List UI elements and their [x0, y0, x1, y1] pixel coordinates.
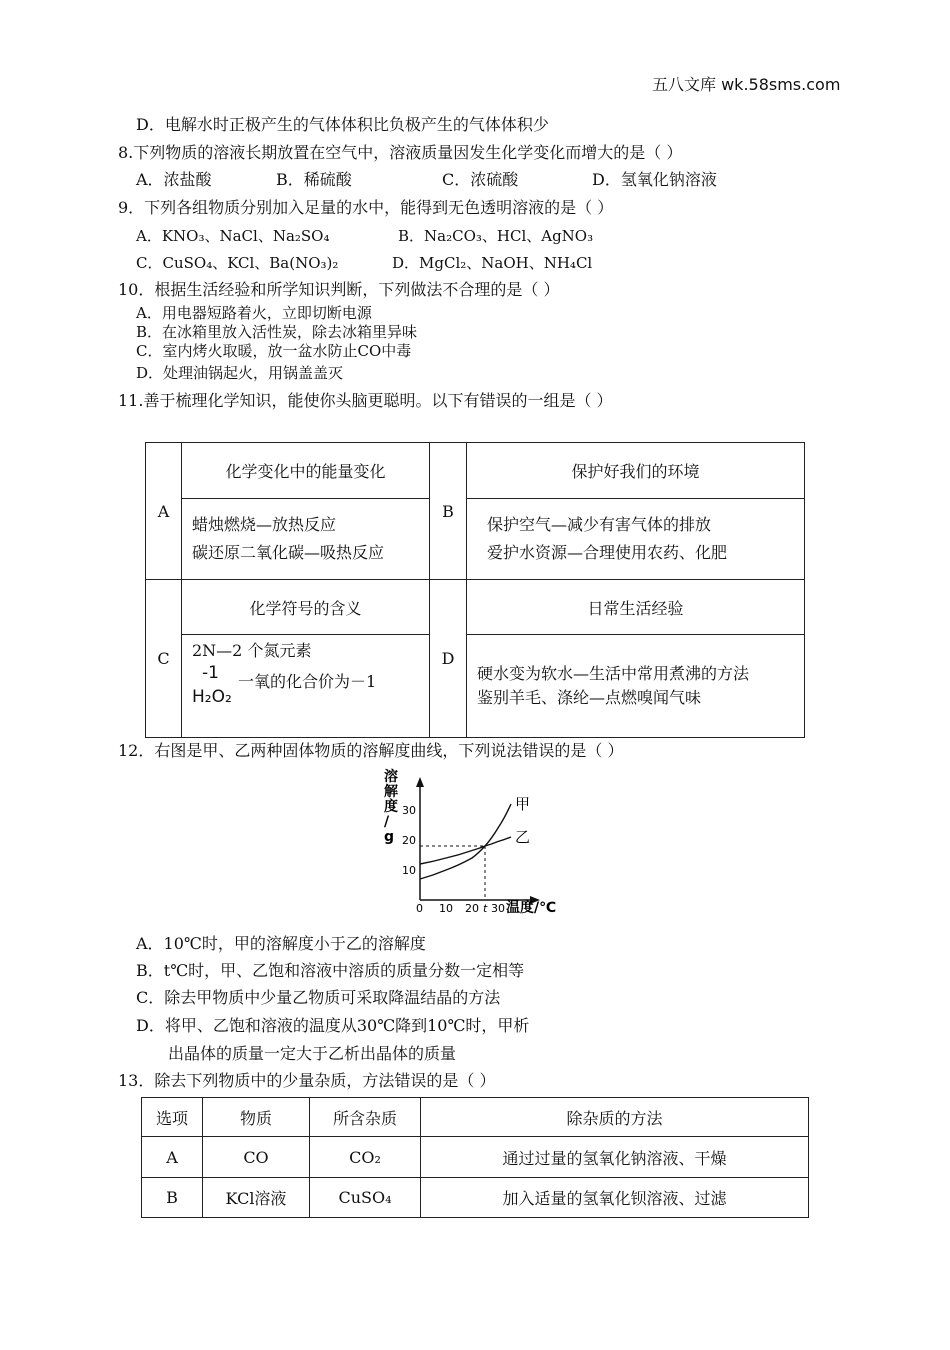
- formula-charge: -1: [202, 663, 219, 683]
- q11-group-a-line-1: 蜡烛燃烧—放热反应: [192, 515, 337, 534]
- y-tick-label: 30: [402, 804, 416, 817]
- q12-stem: 12．右图是甲、乙两种固体物质的溶解度曲线，下列说法错误的是（ ）: [118, 741, 624, 760]
- q10-option-b: B．在冰箱里放入活性炭，除去冰箱里异味: [136, 323, 418, 341]
- q11-group-d-line-2: 鉴别羊毛、涤纶—点燃嗅闻气味: [477, 688, 702, 707]
- q9-option-d: D．MgCl₂、NaOH、NH₄Cl: [392, 254, 593, 272]
- series-jia-label: 甲: [515, 795, 531, 813]
- q13-row-b-substance: KCl溶液: [203, 1178, 310, 1218]
- q11-group-a-title: 化学变化中的能量变化: [182, 443, 430, 499]
- q11-group-b-letter: B: [430, 443, 467, 580]
- q12-option-d-continued: 出晶体的质量一定大于乙析出晶体的质量: [168, 1044, 457, 1063]
- table-row: [142, 1137, 809, 1178]
- q11-group-d-line-1: 硬水变为软水—生活中常用煮沸的方法: [477, 664, 750, 683]
- q11-group-b-line-1: 保护空气—减少有害气体的排放: [487, 515, 712, 534]
- x-axis-label: 温度/℃: [506, 900, 557, 915]
- solubility-chart: [378, 765, 578, 915]
- q13-stem: 13．除去下列物质中的少量杂质，方法错误的是（ ）: [118, 1071, 496, 1090]
- q10-option-c: C．室内烤火取暖，放一盆水防止CO中毒: [136, 342, 412, 360]
- q7-option-d: D．电解水时正极产生的气体体积比负极产生的气体体积少: [136, 115, 549, 134]
- q11-group-d-content: [467, 635, 805, 738]
- q11-group-a-letter: A: [146, 443, 182, 580]
- q9-option-b: B．Na₂CO₃、HCl、AgNO₃: [398, 227, 594, 245]
- q12-option-b: B．t℃时，甲、乙饱和溶液中溶质的质量分数一定相等: [136, 961, 525, 980]
- q8-stem: 8.下列物质的溶液长期放置在空气中，溶液质量因发生化学变化而增大的是（ ）: [118, 143, 683, 162]
- q11-group-a-line-2: 碳还原二氧化碳—吸热反应: [192, 543, 385, 562]
- q13-header-impurity: 所含杂质: [310, 1098, 421, 1137]
- q10-option-a: A．用电器短路着火，立即切断电源: [136, 304, 372, 322]
- q12-option-c: C．除去甲物质中少量乙物质可采取降温结晶的方法: [136, 988, 501, 1007]
- x-tick-label: 20: [465, 902, 479, 915]
- q11-group-b-content: [467, 499, 805, 580]
- q13-row-a-substance: CO: [203, 1137, 310, 1178]
- q10-stem: 10．根据生活经验和所学知识判断，下列做法不合理的是（ ）: [118, 280, 560, 299]
- q8-option-a: A．浓盐酸: [136, 170, 212, 189]
- q11-group-c-line-1: 2N—2 个氮元素: [192, 641, 312, 660]
- q13-row-a-method: 通过过量的氢氧化钠溶液、干燥: [421, 1137, 809, 1178]
- q8-option-d: D．氢氧化钠溶液: [592, 170, 717, 189]
- y-axis-label-char: 度: [384, 799, 398, 815]
- q11-group-d-title: 日常生活经验: [467, 580, 805, 635]
- x-ticks: [416, 902, 505, 915]
- q11-group-c-content: [182, 635, 430, 738]
- series-yi-line: [420, 837, 511, 864]
- q13-row-a-impurity: CO₂: [310, 1137, 421, 1178]
- q11-group-b-line-2: 爱护水资源—合理使用农药、化肥: [487, 543, 728, 562]
- y-axis-label: [384, 768, 399, 845]
- q11-group-b-title: 保护好我们的环境: [467, 443, 805, 499]
- q11-group-c-letter: C: [146, 580, 182, 738]
- q13-row-b-impurity: CuSO₄: [310, 1178, 421, 1218]
- q13-row-a-option: A: [142, 1137, 203, 1178]
- q9-option-c: C．CuSO₄、KCl、Ba(NO₃)₂: [136, 254, 339, 272]
- y-axis-arrow: [416, 777, 424, 787]
- y-ticks: [402, 804, 416, 877]
- watermark: 五八文库 wk.58sms.com: [652, 75, 841, 94]
- q11-group-c-title: 化学符号的含义: [182, 580, 430, 635]
- formula-h2o2: H₂O₂: [192, 687, 232, 707]
- q13-row-b-method: 加入适量的氢氧化钡溶液、过滤: [421, 1178, 809, 1218]
- series-yi-label: 乙: [515, 828, 531, 846]
- q11-stem: 11.善于梳理化学知识，能使你头脑更聪明。以下有错误的一组是（ ）: [118, 391, 613, 410]
- y-axis-label-char: g: [384, 829, 395, 845]
- y-tick-label: 20: [402, 834, 416, 847]
- q13-header-option: 选项: [142, 1098, 203, 1137]
- x-tick-label: 10: [439, 902, 453, 915]
- q11-group-c-formula-row: [192, 663, 429, 713]
- x-tick-label: 30: [491, 902, 505, 915]
- q13-table: [141, 1097, 809, 1218]
- q13-header-substance: 物质: [203, 1098, 310, 1137]
- q13-row-b-option: B: [142, 1178, 203, 1218]
- y-axis-label-char: /: [384, 814, 390, 830]
- x-tick-label: 0: [416, 902, 423, 915]
- y-axis-label-char: 溶: [384, 769, 398, 785]
- q12-option-d: D．将甲、乙饱和溶液的温度从30℃降到10℃时，甲析: [136, 1016, 530, 1035]
- q8-option-b: B．稀硫酸: [276, 170, 352, 189]
- q9-option-a: A．KNO₃、NaCl、Na₂SO₄: [136, 227, 330, 245]
- y-tick-label: 10: [402, 864, 416, 877]
- q12-option-a: A．10℃时，甲的溶解度小于乙的溶解度: [136, 934, 426, 953]
- q11-group-d-letter: D: [430, 580, 467, 738]
- q9-stem: 9．下列各组物质分别加入足量的水中，能得到无色透明溶液的是（ ）: [118, 198, 614, 217]
- q10-option-d: D．处理油锅起火，用锅盖盖灭: [136, 364, 344, 382]
- table-row: [142, 1178, 809, 1218]
- x-tick-label: t: [483, 902, 488, 915]
- y-axis-label-char: 解: [384, 784, 398, 800]
- q11-table: [145, 442, 805, 738]
- q13-header-method: 除杂质的方法: [421, 1098, 809, 1137]
- q11-group-a-content: [182, 499, 430, 580]
- q8-option-c: C．浓硫酸: [442, 170, 519, 189]
- q11-group-c-line-2: 一氧的化合价为－1: [238, 672, 377, 691]
